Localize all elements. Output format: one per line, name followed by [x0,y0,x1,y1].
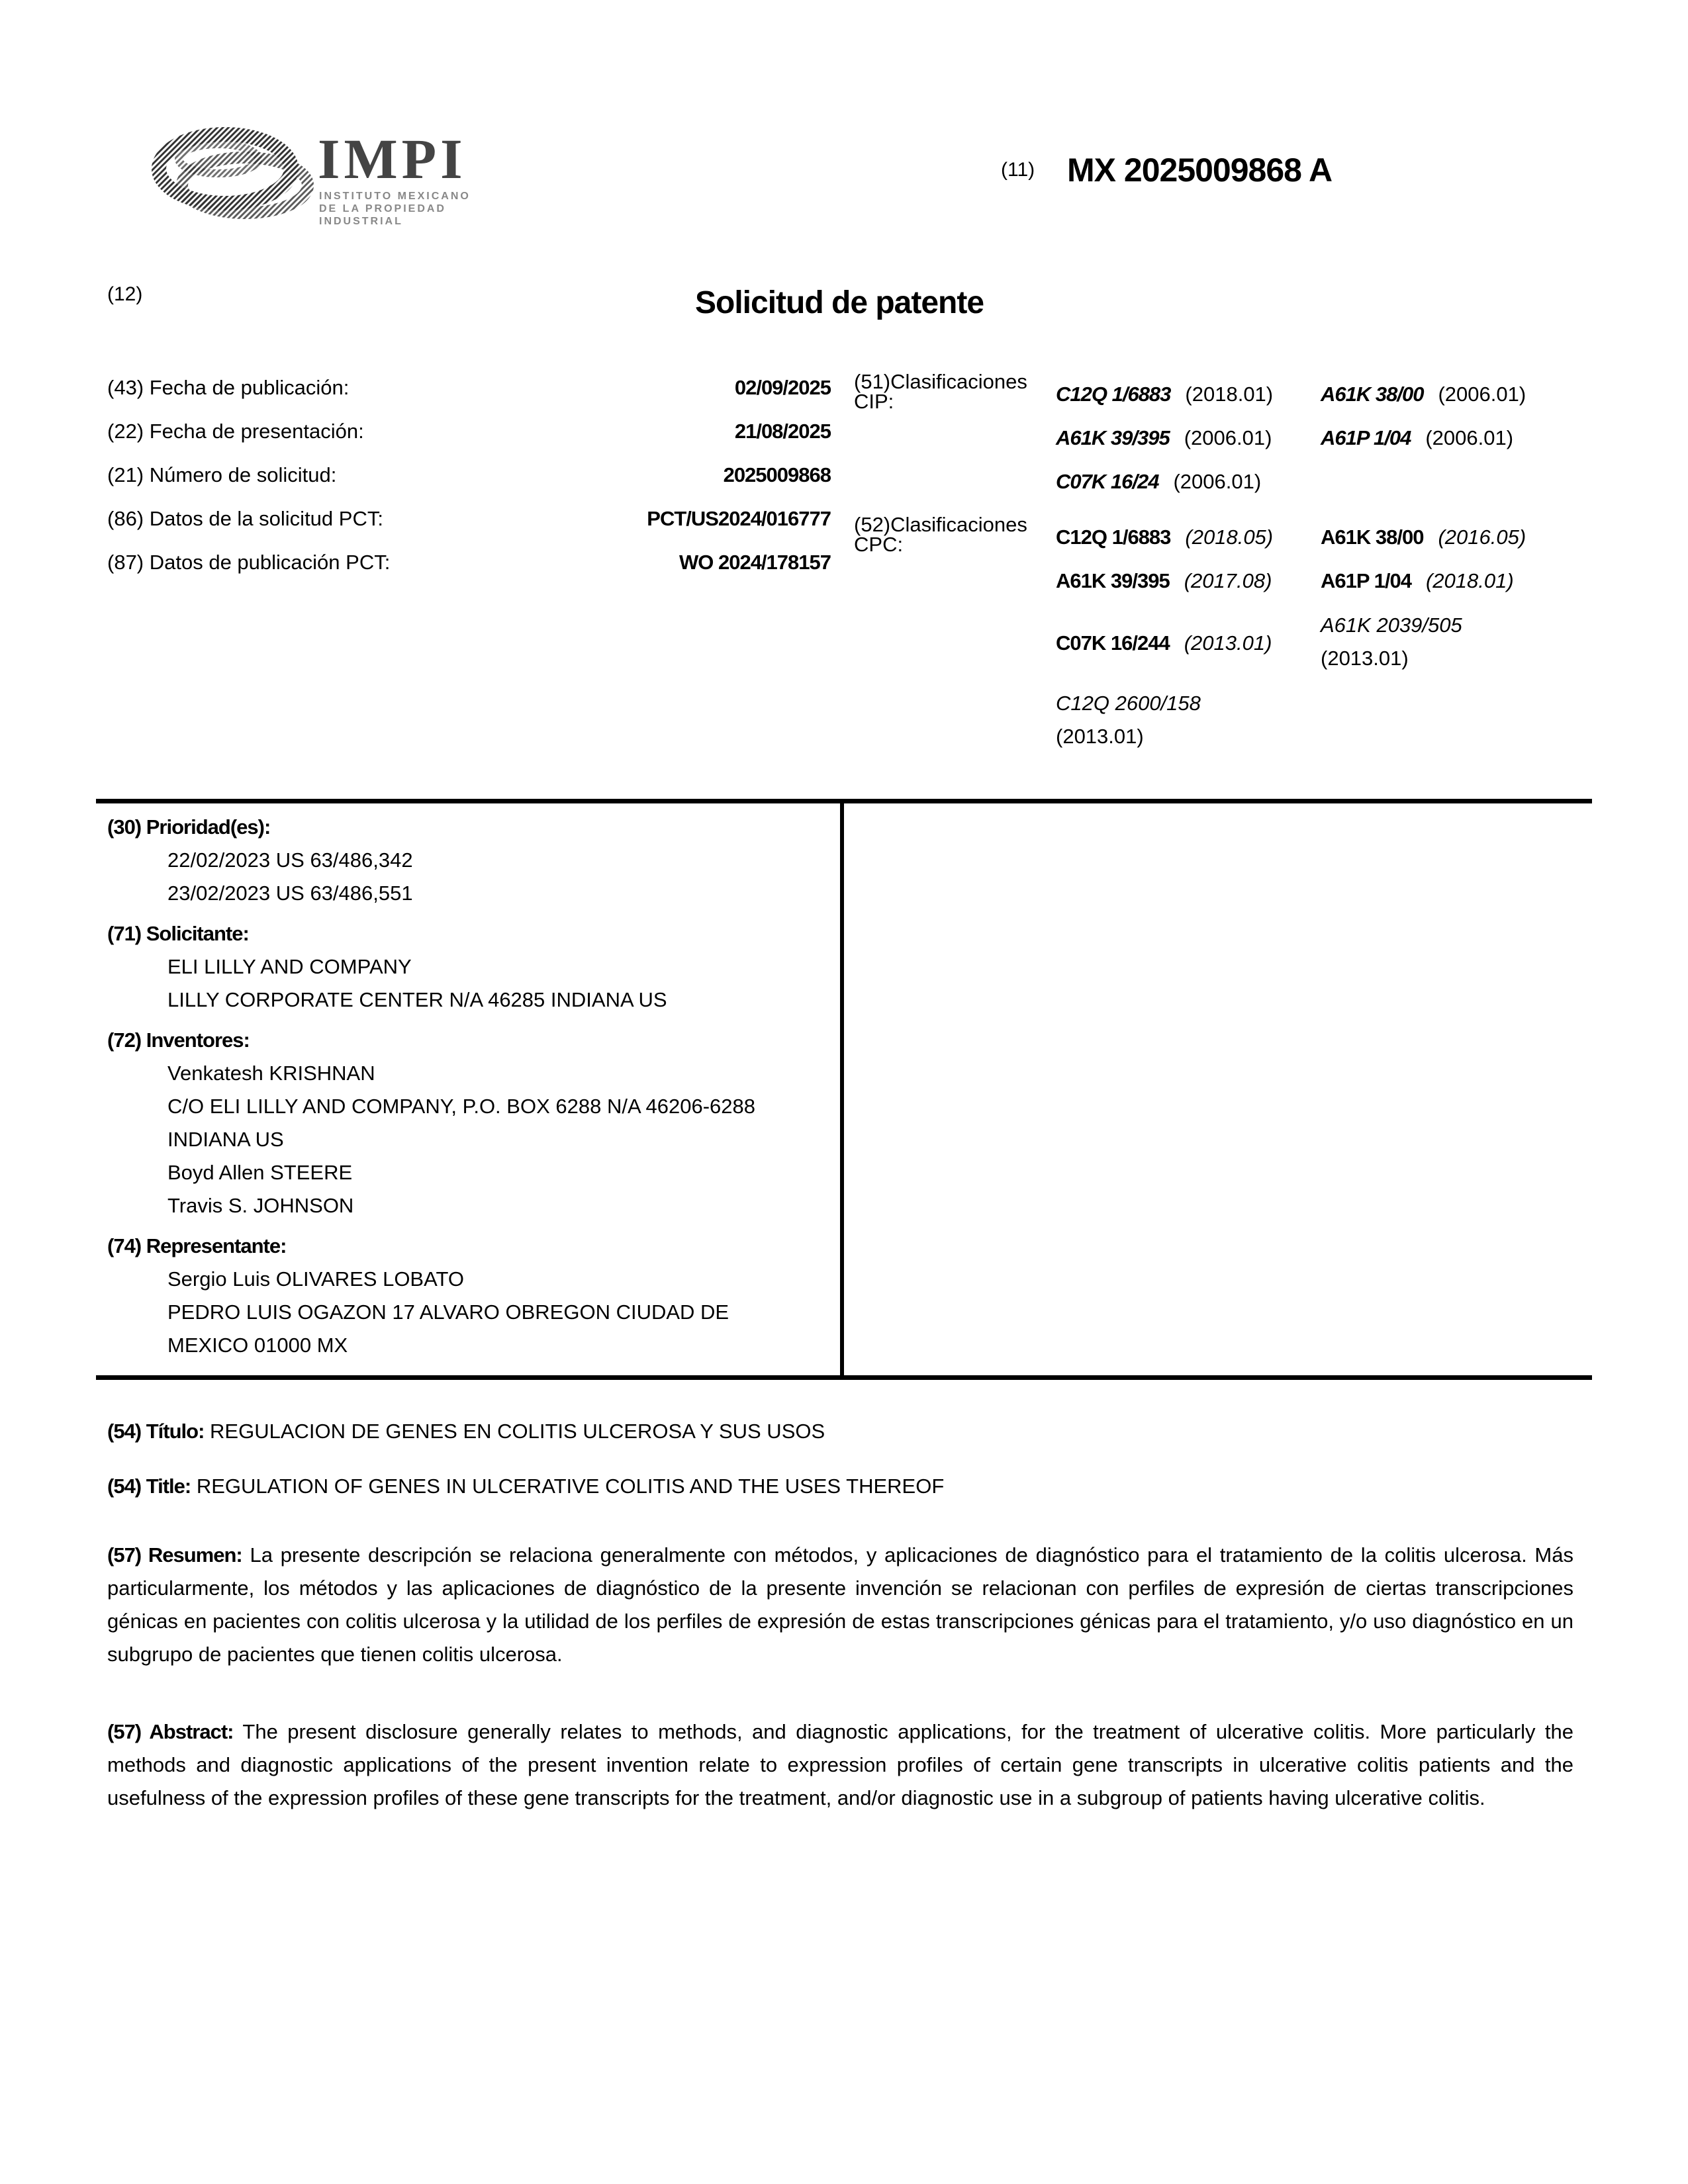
publication-number-label: (11) [1001,159,1035,181]
logo-subtitle-line: INDUSTRIAL [319,216,403,228]
box-bottom-rule [96,1375,1592,1380]
cpc-classification [1321,525,1526,549]
cpc-label [854,515,1027,555]
classification-version: (2018.05) [1185,525,1273,549]
abstract-english-label: (57) Abstract: [107,1720,234,1743]
applicant-heading: (71) Solicitante: [107,922,249,946]
inventor-line: C/O ELI LILLY AND COMPANY, P.O. BOX 6288 N/A 46206-6288 [167,1095,755,1118]
box-column-divider [840,799,844,1380]
cpc-classification [1321,569,1514,593]
representative-line: PEDRO LUIS OGAZON 17 ALVARO OBREGON CIUDAD DE [167,1300,729,1324]
classification-code: A61K 38/00 [1321,525,1423,549]
cip-classification [1321,426,1513,450]
inventor-line: Travis S. JOHNSON [167,1194,353,1218]
classification-code: C07K 16/24 [1056,470,1158,493]
biblio-row-application-number [107,463,831,490]
cip-classification [1056,470,1261,494]
classification-version: (2017.08) [1184,569,1272,592]
cpc-label-line: (52)Clasificaciones [854,515,1027,535]
inventors-heading: (72) Inventores: [107,1028,250,1052]
representative-line: MEXICO 01000 MX [167,1334,348,1357]
classification-version: (2006.01) [1173,470,1261,493]
box-top-rule [96,799,1592,803]
classification-version: (2016.05) [1438,525,1526,549]
inventor-line: INDIANA US [167,1128,284,1152]
biblio-value: 21/08/2025 [735,420,831,443]
representative-line: Sergio Luis OLIVARES LOBATO [167,1267,464,1291]
classification-version: (2006.01) [1184,426,1272,449]
abstract-english-text: The present disclosure generally relates to methods, and diagnostic applications, for the treatment of ulcerative colitis. More particularly the methods and diagnostic applications of the present invention relate to expression profiles of certain gene transcripts in ulcerative colitis patients and the usefulness of the expression profiles of these gene transcripts for the treatment, and/or diagnostic use in a subgroup of patients having ulcerative colitis. [107,1720,1573,1809]
title-english-text: REGULATION OF GENES IN ULCERATIVE COLITIS AND THE USES THEREOF [197,1475,944,1498]
classification-version: (2006.01) [1425,426,1513,449]
classification-code: C12Q 2600/158 [1056,687,1201,720]
logo-wordmark: IMPI [318,126,467,192]
cip-label [854,372,1027,412]
cpc-classification [1056,631,1272,655]
cip-classification [1321,383,1526,406]
classification-code: A61K 39/395 [1056,569,1170,592]
biblio-row-filing-date [107,420,831,446]
cpc-classification [1056,525,1273,549]
classification-code: A61K 39/395 [1056,426,1170,449]
biblio-label: (22) Fecha de presentación: [107,420,364,443]
classification-code: A61P 1/04 [1321,426,1411,449]
biblio-value: WO 2024/178157 [679,551,831,574]
biblio-row-pct-application [107,507,831,533]
logo-subtitle-line: INSTITUTO MEXICANO [319,191,471,203]
classification-code: A61K 2039/505 [1321,609,1462,642]
biblio-value: 02/09/2025 [735,376,831,400]
title-spanish [107,1420,825,1443]
cip-classification [1056,383,1273,406]
classification-version: (2006.01) [1438,383,1526,406]
title-english-label: (54) Title: [107,1475,191,1498]
impi-logo [146,119,490,232]
classification-version: (2013.01) [1056,720,1201,753]
inventor-line: Venkatesh KRISHNAN [167,1062,375,1085]
cpc-classification [1056,687,1201,753]
inventor-line: Boyd Allen STEERE [167,1161,352,1185]
applicant-line: ELI LILLY AND COMPANY [167,955,412,979]
title-spanish-text: REGULACION DE GENES EN COLITIS ULCEROSA Y SUS USOS [210,1420,825,1443]
priority-line: 22/02/2023 US 63/486,342 [167,848,413,872]
biblio-value: PCT/US2024/016777 [647,507,831,531]
biblio-value: 2025009868 [724,463,831,487]
classification-code: C07K 16/244 [1056,631,1170,655]
document-type-title: Solicitud de patente [695,285,984,321]
document-kind-label: (12) [107,283,142,306]
classification-version: (2013.01) [1184,631,1272,655]
representative-heading: (74) Representante: [107,1234,286,1258]
publication-number: MX 2025009868 A [1067,151,1332,189]
classification-version: (2018.01) [1185,383,1273,406]
cip-label-line: CIP: [854,392,1027,412]
abstract-spanish-label: (57) Resumen: [107,1543,242,1567]
biblio-label: (87) Datos de publicación PCT: [107,551,390,574]
classification-version: (2013.01) [1321,642,1462,675]
applicant-line: LILLY CORPORATE CENTER N/A 46285 INDIANA US [167,988,667,1012]
classification-code: C12Q 1/6883 [1056,383,1170,406]
title-english [107,1475,944,1498]
priorities-heading: (30) Prioridad(es): [107,815,270,839]
abstract-spanish [107,1539,1573,1671]
abstract-english [107,1715,1573,1815]
classification-code: C12Q 1/6883 [1056,525,1170,549]
abstract-spanish-text: La presente descripción se relaciona generalmente con métodos, y aplicaciones de diagnóstico para el tratamiento de la colitis ulcerosa. Más particularmente, los métodos y las aplicaciones de diagnóstico de la presente invención se relacionan con perfiles de expresión de ciertas transcripciones génicas en pacientes con colitis ulcerosa y la utilidad de los perfiles de expresión de estas transcripciones génicas para el tratamiento, y/o uso diagnóstico en un subgrupo de pacientes que tienen colitis ulcerosa. [107,1543,1573,1666]
classification-version: (2018.01) [1426,569,1514,592]
biblio-row-publication-date [107,376,831,402]
cip-label-line: (51)Clasificaciones [854,372,1027,392]
biblio-label: (43) Fecha de publicación: [107,376,349,400]
classification-code: A61P 1/04 [1321,569,1411,592]
cpc-classification [1056,569,1272,593]
title-spanish-label: (54) Título: [107,1420,204,1443]
priority-line: 23/02/2023 US 63/486,551 [167,882,413,905]
biblio-row-pct-publication [107,551,831,577]
biblio-label: (86) Datos de la solicitud PCT: [107,507,383,531]
cpc-label-line: CPC: [854,535,1027,555]
classification-code: A61K 38/00 [1321,383,1423,406]
logo-subtitle-line: DE LA PROPIEDAD [319,203,446,215]
cpc-classification [1321,609,1462,675]
biblio-label: (21) Número de solicitud: [107,463,336,487]
cip-classification [1056,426,1272,450]
